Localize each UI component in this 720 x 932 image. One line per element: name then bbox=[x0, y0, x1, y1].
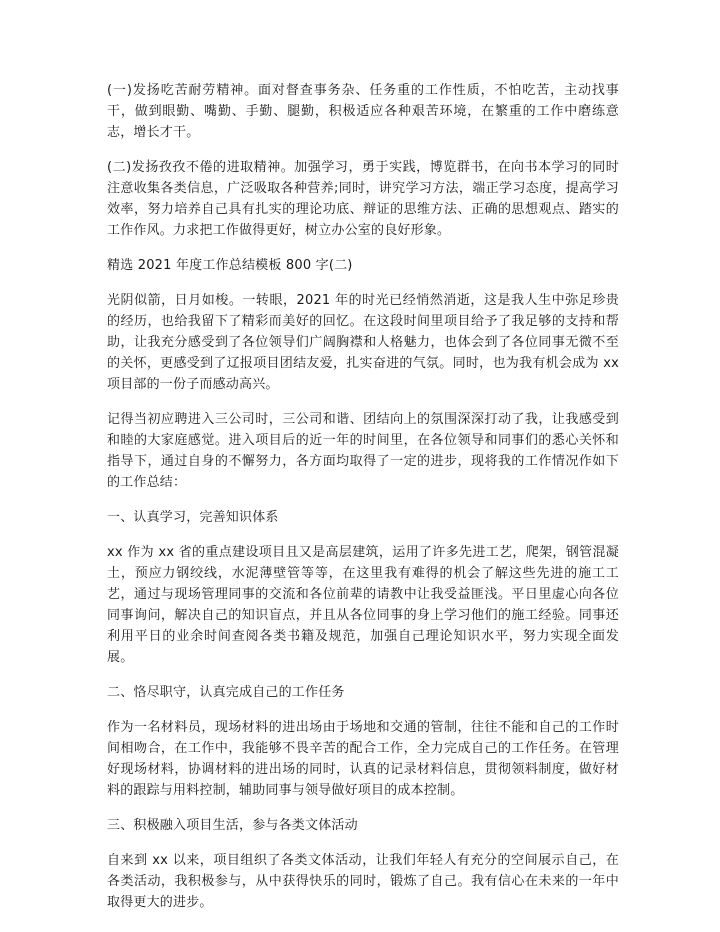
paragraph-spirit-2: (二)发扬孜孜不倦的进取精神。加强学习，勇于实践，博览群书，在向书本学习的同时注意收集各类信息，广泛吸取各种营养;同时，讲究学习方法，端正学习态度，提高学习效率，努力培养自己具有扎实的理论功底、辩证的思维方法、正确的思想观点、踏实的工作作风。力求把工作做得更好，树立办公室的良好形象。 bbox=[107, 160, 619, 238]
document-body bbox=[107, 80, 619, 913]
section-title: 精选 2021 年度工作总结模板 800 字(二) bbox=[107, 258, 353, 273]
paragraph-intro: 光阴似箭，日月如梭。一转眼，2021 年的时光已经悄然消逝，这是我人生中弥足珍贵的经历，也给我留下了精彩而美好的回忆。在这段时间里项目给予了我足够的支持和帮助，让我充分感受到了各位领导们广阔胸襟和人格魅力，也体会到了各位同事无微不至的关怀，更感受到了辽报项目团结友爱，扎实奋进的气氛。同时，也为我有机会成为 xx 项目部的一份子而感动高兴。 bbox=[107, 293, 619, 392]
paragraph-company: 记得当初应聘进入三公司时，三公司和谐、团结向上的氛围深深打动了我，让我感受到和睦的大家庭感觉。进入项目后的近一年的时间里，在各位领导和同事们的悉心关怀和指导下，通过自身的不懈努力，各方面均取得了一定的进步，现将我的工作情况作如下的工作总结： bbox=[107, 412, 619, 490]
paragraph-activities: 自来到 xx 以来，项目组织了各类文体活动，让我们年轻人有充分的空间展示自己，在各类活动，我积极参与，从中获得快乐的同时，锻炼了自己。我有信心在未来的一年中取得更大的进步。 bbox=[107, 853, 619, 910]
heading-duty: 二、恪尽职守，认真完成自己的工作任务 bbox=[107, 685, 345, 700]
paragraph-duty: 作为一名材料员，现场材料的进出场由于场地和交通的管制，往往不能和自己的工作时间相吻合，在工作中，我能够不畏辛苦的配合工作，全力完成自己的工作任务。在管理好现场材料，协调材料的进出场的同时，认真的记录材料信息，贯彻领料制度，做好材料的跟踪与用料控制，辅助同事与领导做好项目的成本控制。 bbox=[107, 720, 619, 798]
paragraph-spirit-1: (一)发扬吃苦耐劳精神。面对督查事务杂、任务重的工作性质，不怕吃苦，主动找事干，做到眼勤、嘴勤、手勤、腿勤，积极适应各种艰苦环境，在繁重的工作中磨练意志，增长才干。 bbox=[107, 83, 619, 140]
heading-study: 一、认真学习，完善知识体系 bbox=[107, 510, 279, 525]
paragraph-study: xx 作为 xx 省的重点建设项目且又是高层建筑，运用了许多先进工艺，爬架，钢管混凝土，预应力钢绞线，水泥薄壁管等等，在这里我有难得的机会了解这些先进的施工工艺，通过与现场管理同事的交流和各位前辈的请教中让我受益匪浅。平日里虚心向各位同事询问，解决自己的知识盲点，并且从各位同事的身上学习他们的施工经验。同事还利用平日的业余时间查阅各类书籍及规范，加强自己理论知识水平，努力实现全面发展。 bbox=[107, 545, 619, 665]
heading-activities: 三、积极融入项目生活，参与各类文体活动 bbox=[107, 818, 358, 833]
